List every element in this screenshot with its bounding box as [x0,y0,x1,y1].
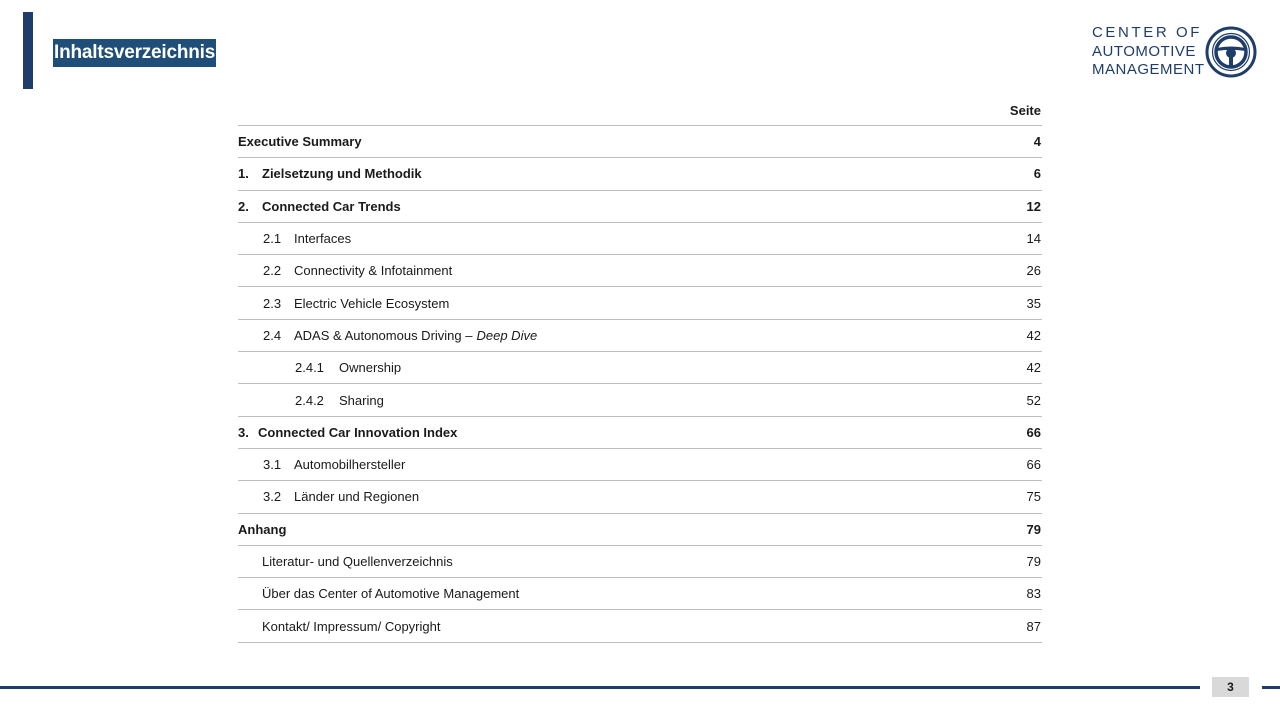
logo-line-2: AUTOMOTIVE [1092,42,1196,60]
toc-label: Executive Summary [238,134,362,150]
toc-label: Zielsetzung und Methodik [262,166,422,182]
steering-wheel-icon [1205,26,1257,78]
toc-label: Anhang [238,521,287,537]
toc-row-anhang[interactable] [238,514,1042,546]
toc-number: 2.4.1 [295,360,324,376]
toc-label: Connected Car Innovation Index [258,424,458,440]
toc-page: 35 [1026,295,1041,311]
toc-row-literatur[interactable] [238,546,1042,578]
toc-row-sharing[interactable] [238,384,1042,416]
toc-number: 2.4 [263,327,282,343]
toc-number: 2.4.2 [295,392,324,408]
toc-row-connectivity[interactable] [238,255,1042,287]
toc-row-ownership[interactable] [238,352,1042,384]
toc-row-ev-ecosystem[interactable] [238,287,1042,319]
toc-page: 4 [1033,134,1041,150]
toc-label: Connected Car Trends [262,198,401,214]
table-of-contents [238,95,1042,643]
toc-row-ueber-cam[interactable] [238,578,1042,610]
toc-label: Ownership [339,360,402,376]
toc-label-suffix: Deep Dive [476,327,538,343]
toc-label: Länder und Regionen [294,489,420,505]
toc-number: 3.1 [263,457,282,473]
toc-page-header [238,95,1042,126]
toc-number: 1. [238,166,249,182]
footer-divider [0,686,1200,689]
toc-page: 12 [1026,198,1041,214]
toc-page: 66 [1026,424,1041,440]
toc-number: 3.2 [263,489,282,505]
toc-row-zielsetzung[interactable] [238,158,1042,190]
toc-label: Kontakt/ Impressum/ Copyright [262,618,441,634]
toc-label: ADAS & Autonomous Driving – [294,327,473,343]
toc-page: 87 [1026,618,1041,634]
logo-line-1: CENTER OF [1092,24,1203,41]
toc-row-laender[interactable] [238,481,1042,513]
toc-page: 42 [1026,360,1041,376]
page-title: Inhaltsverzeichnis [53,39,216,67]
logo-line-3: MANAGEMENT [1092,61,1205,78]
toc-row-executive-summary[interactable] [238,126,1042,158]
page-column-label: Seite [1009,102,1041,118]
toc-label: Literatur- und Quellenverzeichnis [262,554,453,569]
toc-page: 83 [1026,586,1041,602]
logo-text [1092,24,1210,80]
toc-number: 2.2 [263,263,282,279]
toc-page: 75 [1026,489,1041,505]
toc-row-adas[interactable] [238,320,1042,352]
toc-page: 52 [1026,392,1041,408]
toc-page: 79 [1026,521,1041,537]
toc-page: 26 [1026,263,1041,279]
toc-label: Interfaces [294,231,352,247]
toc-label: Sharing [339,392,384,408]
toc-page: 42 [1026,327,1041,343]
toc-row-automobilhersteller[interactable] [238,449,1042,481]
toc-row-kontakt[interactable] [238,610,1042,642]
toc-label: Automobilhersteller [294,457,406,473]
toc-page: 79 [1026,554,1041,569]
footer-divider-right [1262,686,1280,689]
toc-label: Electric Vehicle Ecosystem [294,295,450,311]
toc-number: 2.1 [263,231,282,247]
toc-row-innovation-index[interactable] [238,417,1042,449]
toc-row-connected-car-trends[interactable] [238,191,1042,223]
toc-page: 66 [1026,457,1041,473]
toc-page: 14 [1026,231,1041,247]
toc-number: 3. [238,424,249,440]
toc-number: 2. [238,198,249,214]
page-number: 3 [1212,677,1249,697]
title-accent-bar [23,12,33,89]
toc-label: Connectivity & Infotainment [294,263,453,279]
toc-number: 2.3 [263,295,282,311]
toc-page: 6 [1033,166,1041,182]
toc-label: Über das Center of Automotive Management [262,586,520,602]
toc-row-interfaces[interactable] [238,223,1042,255]
cam-logo [1092,24,1262,80]
